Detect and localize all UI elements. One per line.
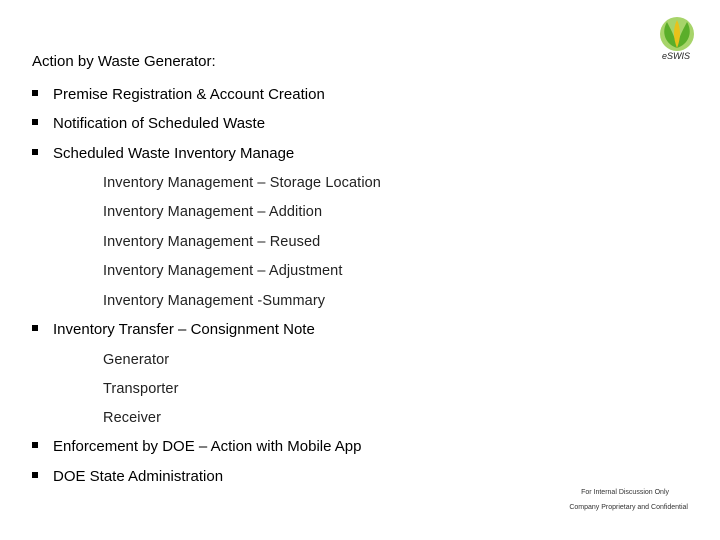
footer-confidential-note: Company Proprietary and Confidential <box>569 504 688 511</box>
footer-internal-note: For Internal Discussion Only <box>581 489 669 496</box>
bullet-item <box>32 468 223 486</box>
bullet-item <box>32 115 265 133</box>
bullet-item-text: Inventory Transfer – Consignment Note <box>53 321 315 338</box>
bullet-item-text: Enforcement by DOE – Action with Mobile App <box>53 438 362 455</box>
sub-item: Inventory Management – Adjustment <box>103 263 343 279</box>
sub-item: Inventory Management – Addition <box>103 204 323 220</box>
logo-text: eSWIS <box>661 51 690 61</box>
bullet-item <box>32 438 362 456</box>
sub-item: Receiver <box>103 410 162 426</box>
sub-item: Inventory Management – Reused <box>103 234 321 250</box>
bullet-item <box>32 145 294 163</box>
square-bullet-icon <box>32 325 38 331</box>
bullet-item <box>32 86 325 104</box>
square-bullet-icon <box>32 119 38 125</box>
bullet-item-text: Premise Registration & Account Creation <box>53 86 325 103</box>
square-bullet-icon <box>32 442 38 448</box>
sub-item: Inventory Management – Storage Location <box>103 175 381 191</box>
sub-item: Inventory Management -Summary <box>103 293 326 309</box>
bullet-item-text: Notification of Scheduled Waste <box>53 115 266 132</box>
bullet-item <box>32 321 315 339</box>
sub-item: Transporter <box>103 381 179 397</box>
square-bullet-icon <box>32 472 38 478</box>
slide-title: Action by Waste Generator: <box>32 53 216 70</box>
sub-item: Generator <box>103 352 170 368</box>
square-bullet-icon <box>32 149 38 155</box>
bullet-item-text: Scheduled Waste Inventory Manage <box>53 145 295 162</box>
bullet-item-text: DOE State Administration <box>53 468 224 485</box>
square-bullet-icon <box>32 90 38 96</box>
